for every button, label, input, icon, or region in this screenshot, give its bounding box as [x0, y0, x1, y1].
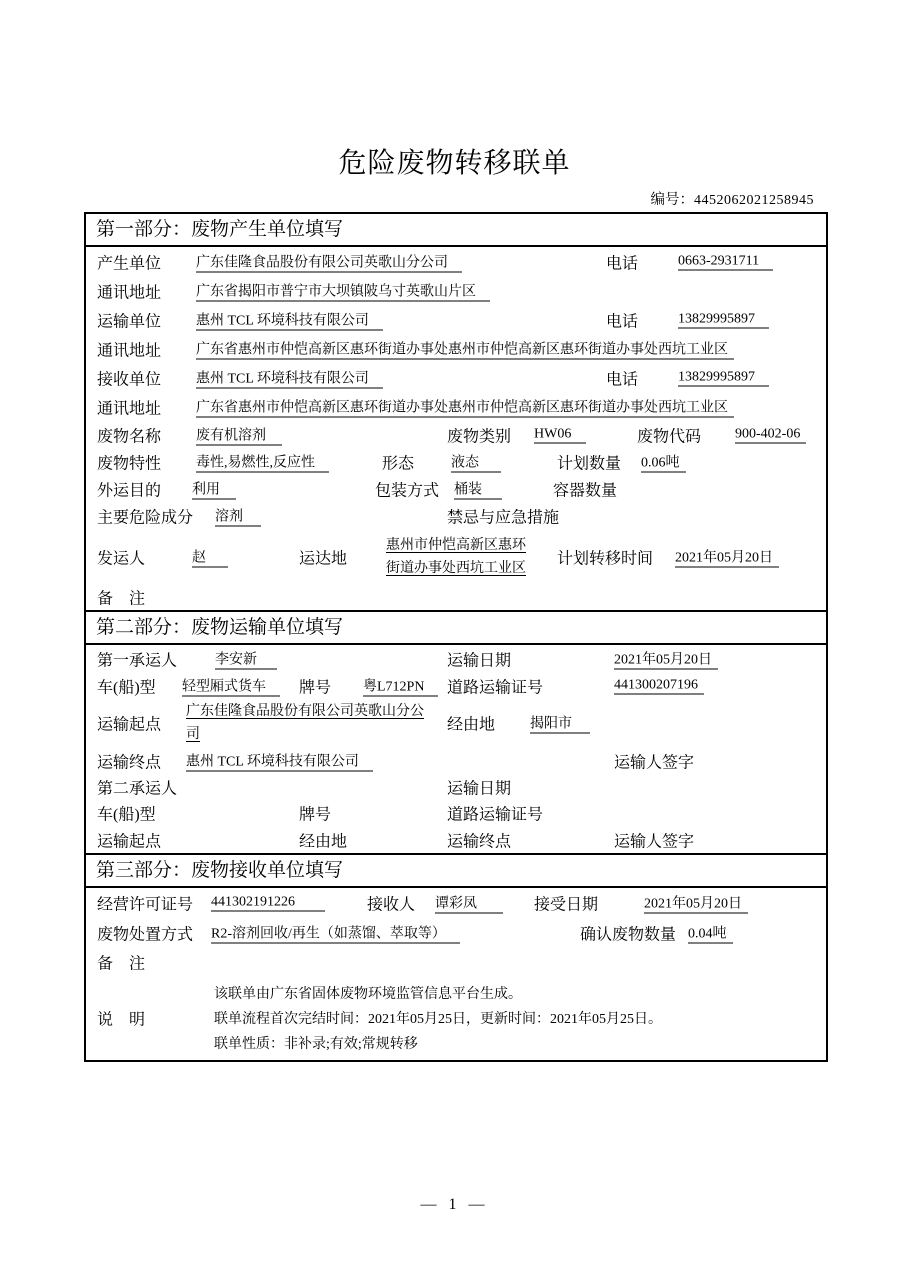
endpoint1-row — [86, 747, 826, 774]
serial-number: 4452062021258945 — [694, 193, 814, 208]
via-label: 经由地 — [299, 833, 348, 850]
receiver-person-value: 谭彩凤 — [435, 893, 503, 914]
waste-category-label: 废物类别 — [447, 428, 512, 445]
license-value: 441302191226 — [211, 895, 325, 912]
disposal-value: R2-溶剂回收/再生（如蒸馏、萃取等） — [211, 923, 460, 944]
receiver-value: 惠州 TCL 环境科技有限公司 — [196, 367, 383, 388]
packing-label: 包装方式 — [375, 482, 440, 499]
shipper-label: 发运人 — [97, 550, 146, 568]
disposal-label: 废物处置方式 — [97, 926, 194, 944]
waste-property-label: 废物特性 — [97, 455, 162, 472]
waste-property-value: 毒性,易燃性,反应性 — [196, 451, 329, 472]
waste-name-label: 废物名称 — [97, 428, 162, 445]
form-value: 液态 — [451, 451, 501, 472]
note-line-3: 联单性质：非补录;有效;常规转移 — [214, 1037, 418, 1052]
note-lines — [214, 982, 662, 1057]
accept-date-value: 2021年05月20日 — [644, 893, 748, 914]
confirmed-qty-label: 确认废物数量 — [580, 926, 677, 944]
dest-value: 惠州市仲恺高新区惠环街道办事处西坑工业区 — [386, 538, 526, 576]
phone-label: 电话 — [606, 255, 639, 272]
via1-value: 揭阳市 — [530, 713, 590, 734]
receiver-phone: 13829995897 — [678, 369, 769, 386]
producer-value: 广东佳隆食品股份有限公司英歌山分公司 — [196, 251, 462, 272]
disposal-row — [86, 918, 826, 948]
transporter-phone: 13829995897 — [678, 311, 769, 328]
road-permit-label: 道路运输证号 — [447, 679, 544, 696]
carrier-sign-label: 运输人签字 — [614, 833, 695, 850]
form-label: 形态 — [382, 455, 415, 472]
waste-code-label: 废物代码 — [637, 428, 702, 445]
section1-header: 第一部分：废物产生单位填写 — [86, 214, 826, 247]
producer-address-row — [86, 276, 826, 305]
origin1-row — [86, 699, 826, 747]
packing-value: 桶装 — [454, 478, 502, 499]
road-permit1-value: 441300207196 — [614, 677, 704, 694]
via-label: 经由地 — [447, 716, 496, 734]
hazard-label: 主要危险成分 — [97, 509, 194, 527]
purpose-label: 外运目的 — [97, 482, 162, 499]
vehicle1-row — [86, 672, 826, 699]
address-label: 通讯地址 — [97, 342, 162, 359]
vehicle2-row — [86, 800, 826, 826]
transporter-address-row — [86, 334, 826, 363]
remark-label: 备 注 — [97, 955, 146, 973]
plate-no-label: 牌号 — [299, 806, 332, 824]
accept-date-label: 接受日期 — [534, 896, 599, 914]
producer-address: 广东省揭阳市普宁市大坝镇陂乌寸英歌山片区 — [196, 280, 490, 301]
planned-qty-label: 计划数量 — [557, 455, 622, 472]
receiver-row — [86, 363, 826, 392]
note-label: 说 明 — [97, 1011, 146, 1029]
confirmed-qty-value: 0.04吨 — [688, 923, 733, 944]
phone-label: 电话 — [606, 313, 639, 330]
purpose-row — [86, 475, 826, 502]
shipper-value: 赵 — [192, 547, 228, 568]
transporter-value: 惠州 TCL 环境科技有限公司 — [196, 309, 383, 330]
vehicle1-value: 轻型厢式货车 — [182, 675, 280, 696]
phone-label: 电话 — [606, 371, 639, 388]
transport-date1-value: 2021年05月20日 — [614, 648, 718, 669]
waste-code-value: 900-402-06 — [735, 426, 806, 443]
transporter-row — [86, 305, 826, 334]
vehicle-type-label: 车(船)型 — [97, 806, 156, 824]
license-row — [86, 888, 826, 918]
producer-label: 产生单位 — [97, 255, 162, 272]
plate1-value: 粤L712PN — [363, 675, 438, 696]
waste-property-row — [86, 448, 826, 475]
hazard-value: 溶剂 — [215, 506, 261, 527]
license-label: 经营许可证号 — [97, 896, 194, 914]
manifest-table — [84, 212, 828, 1062]
address-label: 通讯地址 — [97, 400, 162, 417]
producer-phone: 0663-2931711 — [678, 253, 773, 270]
carrier2-row — [86, 774, 826, 800]
endpoint1-value: 惠州 TCL 环境科技有限公司 — [186, 750, 373, 771]
waste-name-row — [86, 421, 826, 448]
carrier-sign-label: 运输人签字 — [614, 754, 695, 771]
origin2-row — [86, 826, 826, 853]
carrier1-label: 第一承运人 — [97, 652, 178, 669]
transporter-address: 广东省惠州市仲恺高新区惠环街道办事处惠州市仲恺高新区惠环街道办事处西坑工业区 — [196, 338, 734, 359]
origin-label: 运输起点 — [97, 716, 162, 734]
vehicle-type-label: 车(船)型 — [97, 679, 156, 696]
page-number: — 1 — — [420, 1196, 489, 1213]
transport-date-label: 运输日期 — [447, 780, 512, 798]
dest-label: 运达地 — [299, 550, 348, 568]
waste-name-value: 废有机溶剂 — [196, 424, 282, 445]
serial-number-line — [84, 188, 828, 209]
document-title: 危险废物转移联单 — [338, 148, 571, 179]
address-label: 通讯地址 — [97, 284, 162, 301]
note-line-2: 联单流程首次完结时间：2021年05月25日，更新时间：2021年05月25日。 — [214, 1012, 662, 1027]
origin1-value: 广东佳隆食品股份有限公司英歌山分公司 — [186, 704, 424, 742]
carrier1-row — [86, 645, 826, 672]
remark-row-1 — [86, 584, 826, 610]
transfer-time-value: 2021年05月20日 — [675, 547, 779, 568]
endpoint-label: 运输终点 — [97, 754, 162, 771]
endpoint-label: 运输终点 — [447, 833, 512, 850]
shipper-row — [86, 530, 826, 584]
plate-no-label: 牌号 — [299, 679, 332, 696]
producer-row — [86, 247, 826, 276]
serial-label: 编号： — [650, 192, 694, 208]
purpose-value: 利用 — [192, 478, 236, 499]
section3-header: 第三部分：废物接收单位填写 — [86, 853, 826, 888]
road-permit-label: 道路运输证号 — [447, 806, 544, 824]
receiver-address: 广东省惠州市仲恺高新区惠环街道办事处惠州市仲恺高新区惠环街道办事处西坑工业区 — [196, 396, 734, 417]
remark-label: 备 注 — [97, 590, 146, 608]
emergency-label: 禁忌与应急措施 — [447, 509, 560, 527]
receiver-label: 接收单位 — [97, 371, 162, 388]
transporter-label: 运输单位 — [97, 313, 162, 330]
note-line-1: 该联单由广东省固体废物环境监管信息平台生成。 — [214, 987, 522, 1002]
transport-date-label: 运输日期 — [447, 652, 512, 669]
transfer-time-label: 计划转移时间 — [557, 550, 654, 568]
remark-row-3 — [86, 948, 826, 976]
container-qty-label: 容器数量 — [553, 482, 618, 499]
hazard-row — [86, 502, 826, 530]
planned-qty-value: 0.06吨 — [641, 451, 686, 472]
receiver-person-label: 接收人 — [367, 896, 416, 914]
origin-label: 运输起点 — [97, 833, 162, 850]
section2-header: 第二部分：废物运输单位填写 — [86, 610, 826, 645]
receiver-address-row — [86, 392, 826, 421]
note-row — [86, 976, 826, 1060]
waste-category-value: HW06 — [534, 426, 586, 443]
carrier1-value: 李安新 — [215, 648, 277, 669]
carrier2-label: 第二承运人 — [97, 780, 178, 798]
